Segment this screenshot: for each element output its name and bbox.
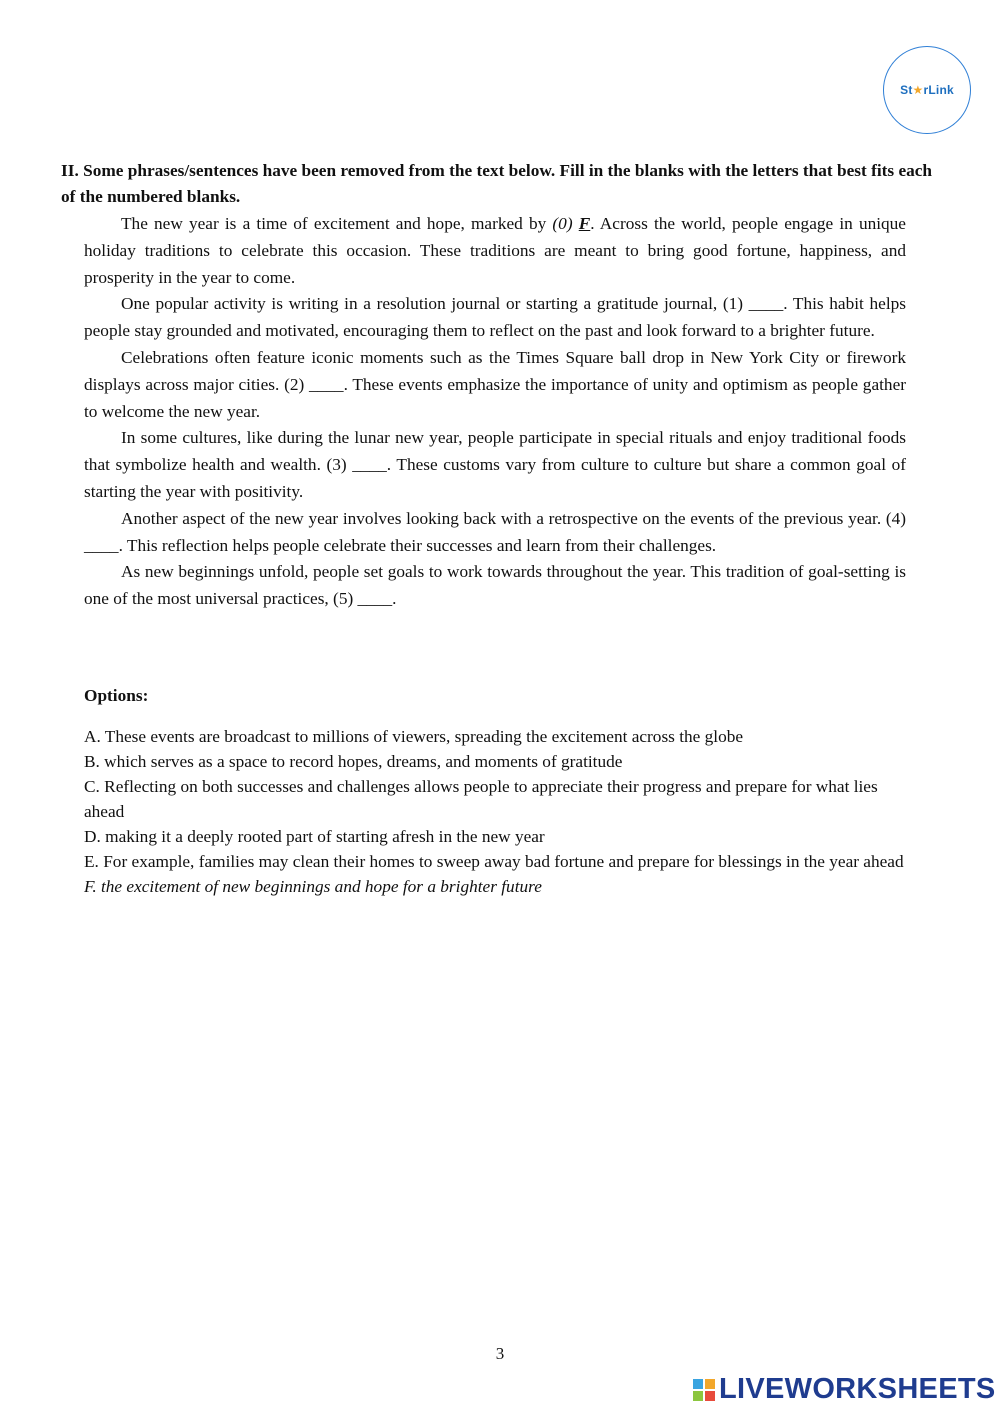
option-e: E. For example, families may clean their homes to sweep away bad fortune and prepare for blessings in the year ahead: [84, 852, 904, 871]
tile-icon: [705, 1379, 715, 1389]
starlink-logo: [883, 46, 971, 134]
example-blank-number: (0): [552, 214, 579, 233]
option-b: B. which serves as a space to record hopes, dreams, and moments of gratitude: [84, 752, 623, 771]
tile-icon: [693, 1379, 703, 1389]
options-list: [84, 724, 914, 899]
liveworksheets-tiles-icon: [693, 1379, 715, 1401]
option-d: D. making it a deeply rooted part of starting afresh in the new year: [84, 827, 545, 846]
example-answer: F: [578, 214, 591, 233]
options-title: Options:: [84, 686, 149, 705]
liveworksheets-logo: [693, 1373, 996, 1406]
passage-paragraph-4: In some cultures, like during the lunar new year, people participate in special rituals and enjoy traditional foods that symbolize health and wealth. (3) ____. These customs vary from culture to culture but share a common goal of starting the year with positivity.: [84, 428, 906, 501]
tile-icon: [693, 1391, 703, 1401]
liveworksheets-wordmark: LIVEWORKSHEETS: [719, 1373, 996, 1405]
passage-paragraph-2: One popular activity is writing in a resolution journal or starting a gratitude journal, (1) ____. This habit helps people stay grounded and motivated, encouraging them to reflect on the past and look forward to a brighter future.: [84, 294, 906, 341]
exercise-instructions: II. Some phrases/sentences have been removed from the text below. Fill in the blanks with the letters that best fits each of the numbered blanks.: [61, 161, 933, 206]
passage-paragraph-3: Celebrations often feature iconic moments such as the Times Square ball drop in New York City or firework displays across major cities. (2) ____. These events emphasize the importance of unity and optimism as people gather to welcome the new year.: [84, 347, 906, 421]
star-icon: ★: [912, 83, 924, 97]
option-c: C. Reflecting on both successes and challenges allows people to appreciate their progress and prepare for what lies ahead: [84, 777, 878, 821]
starlink-logo-text: St★rLink: [900, 83, 954, 97]
passage-paragraph-6: As new beginnings unfold, people set goals to work towards throughout the year. This tradition of goal-setting is one of the most universal practices, (5) ____.: [84, 562, 906, 609]
passage-paragraph-1: The new year is a time of excitement and hope, marked by (0) F. Across the world, people engage in unique holiday traditions to celebrate this occasion. These traditions are meant to bring good fortune, happiness, and prosperity in the year to come.: [84, 214, 906, 287]
option-f: F. the excitement of new beginnings and hope for a brighter future: [84, 877, 542, 896]
page-number: 3: [495, 1344, 505, 1363]
passage-paragraph-5: Another aspect of the new year involves looking back with a retrospective on the events of the previous year. (4) ____. This reflection helps people celebrate their successes and learn from their challenges.: [84, 508, 906, 555]
option-a: A. These events are broadcast to millions of viewers, spreading the excitement across the globe: [84, 727, 744, 746]
tile-icon: [705, 1391, 715, 1401]
reading-passage: [84, 211, 906, 613]
